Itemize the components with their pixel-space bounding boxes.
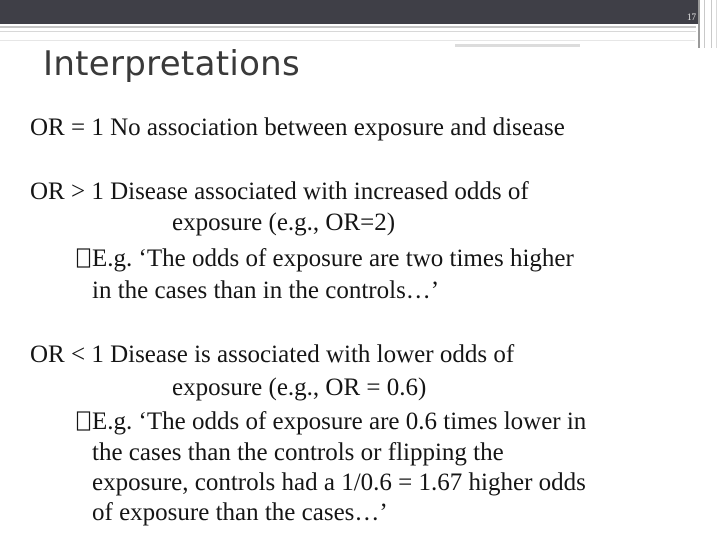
or-less-one-example-line [76, 409, 586, 434]
page-number: 17 [687, 12, 696, 22]
header-band [0, 0, 698, 24]
or-greater-one-continuation: exposure (e.g., OR=2) [172, 209, 396, 236]
or-greater-one-example-line [76, 246, 574, 271]
or-less-one-line: OR < 1 Disease is associated with lower odds of [30, 341, 515, 368]
or-greater-one-line: OR > 1 Disease associated with increased odds of [30, 178, 529, 205]
example-text: E.g. ‘The odds of exposure are two times higher [92, 245, 574, 272]
slide-title: Interpretations [43, 44, 301, 84]
or-less-one-example-line: exposure, controls had a 1/0.6 = 1.67 higher odds [92, 469, 586, 496]
or-less-one-example-line: the cases than the controls or flipping the [92, 439, 504, 466]
header-rule [0, 26, 696, 28]
bullet-icon [76, 248, 91, 268]
bullet-icon [76, 411, 91, 431]
side-rule [716, 0, 717, 48]
header-rule [0, 31, 696, 32]
or-equal-one-line: OR = 1 No association between exposure and disease [30, 114, 565, 141]
example-text: E.g. ‘The odds of exposure are 0.6 times lower in [92, 408, 587, 435]
or-greater-one-example-line: in the cases than in the controls…’ [92, 277, 440, 304]
side-rule [698, 0, 700, 48]
or-less-one-continuation: exposure (e.g., OR = 0.6) [172, 374, 427, 401]
or-less-one-example-line: of exposure than the cases…’ [92, 499, 388, 526]
side-rule [704, 0, 705, 48]
header-rule [0, 40, 695, 41]
header-accent-rule [455, 44, 580, 47]
side-rule [711, 0, 712, 48]
